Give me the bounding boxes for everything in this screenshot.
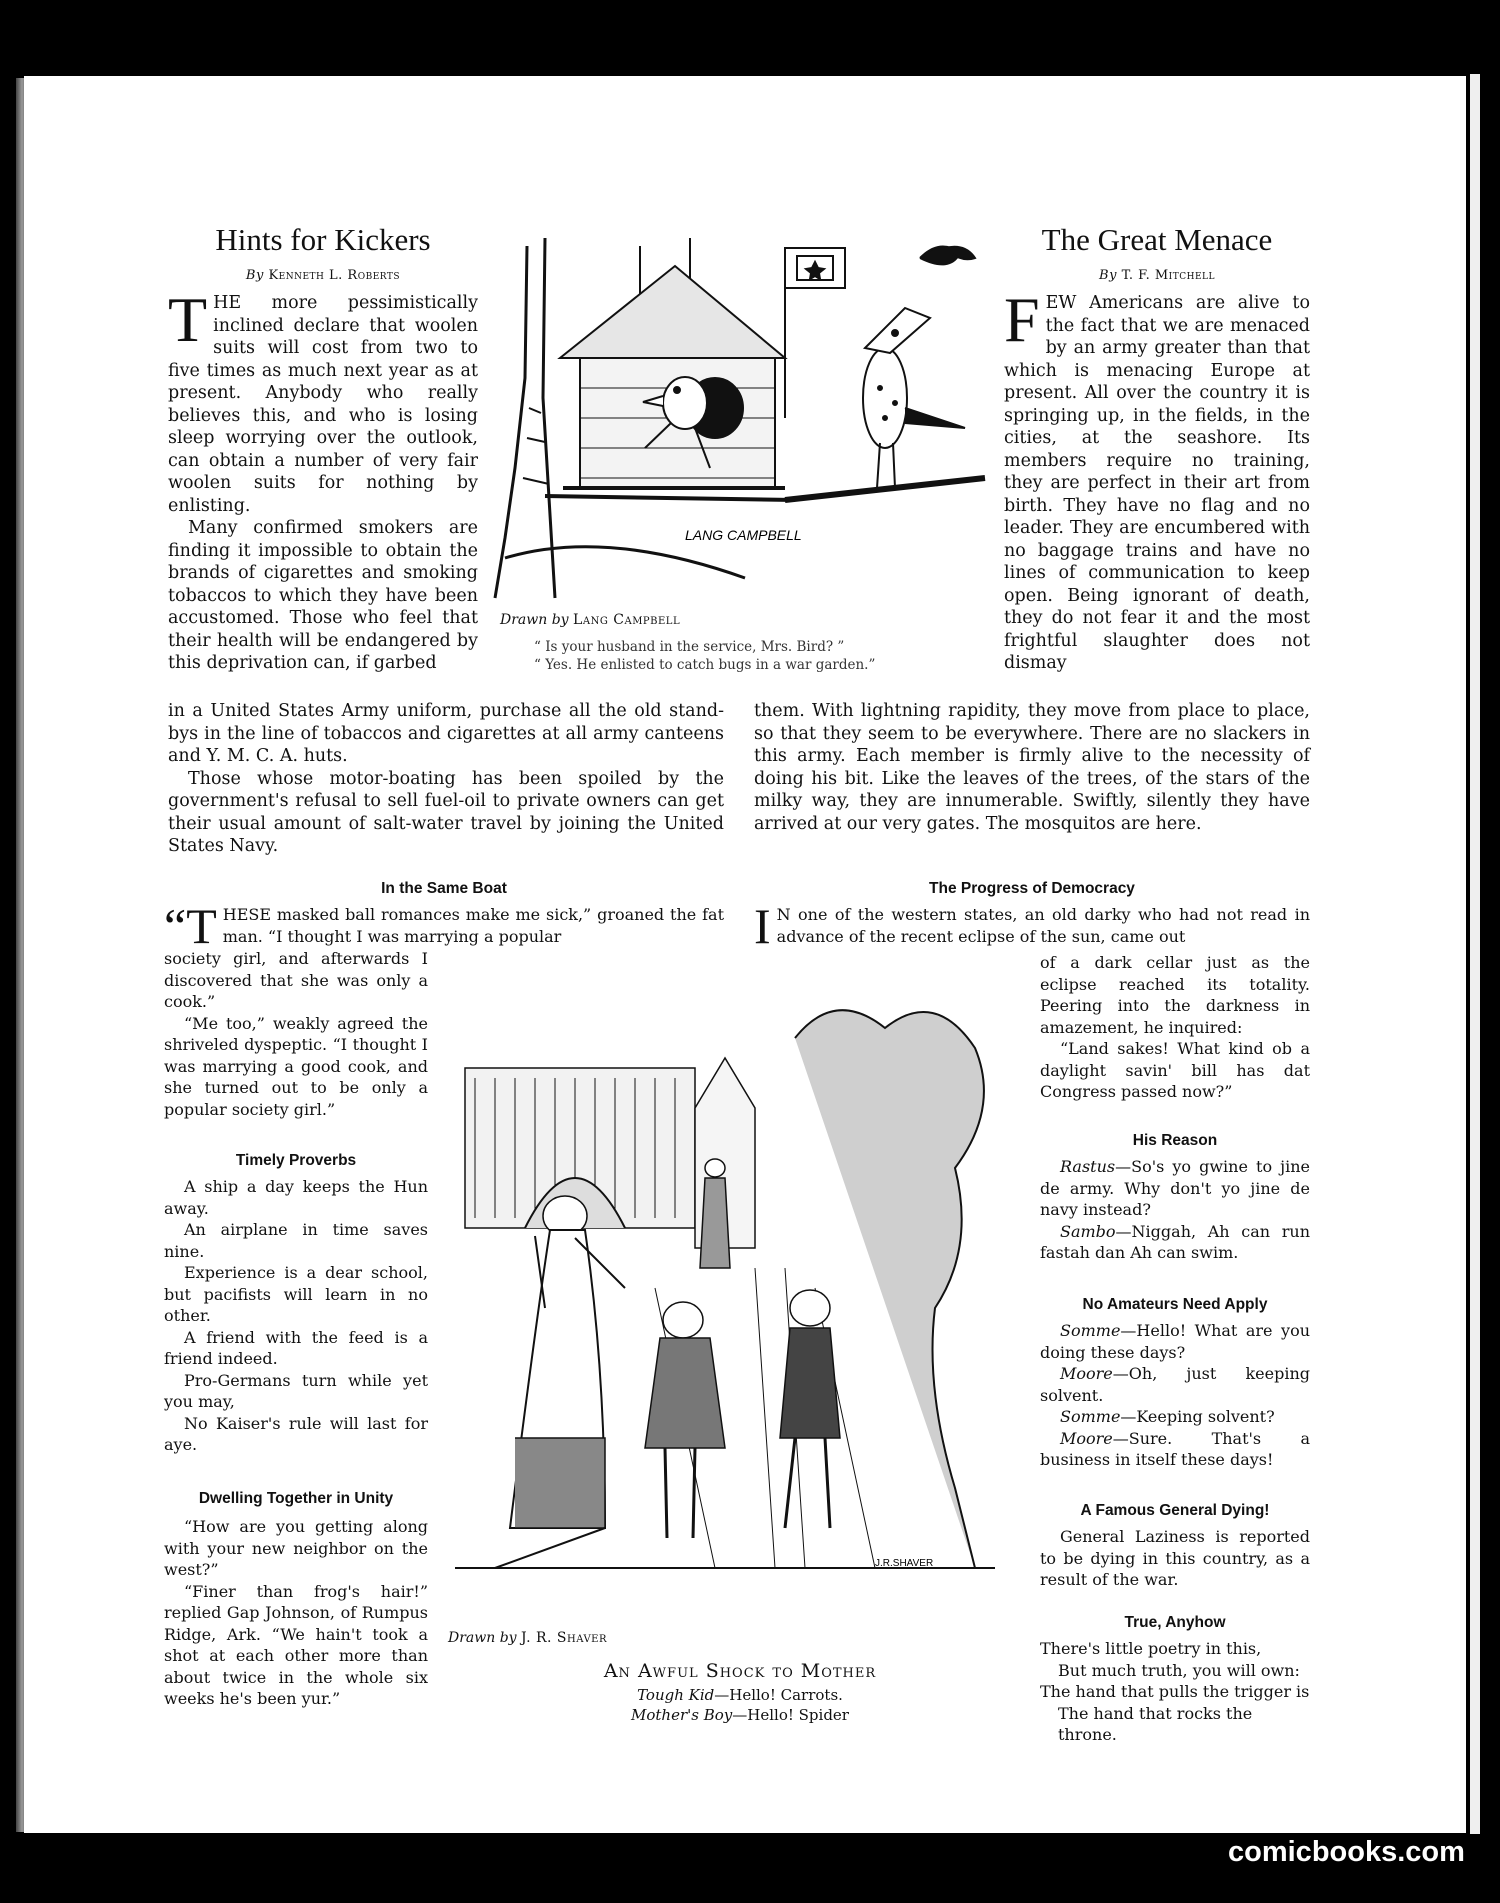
right-article-title: The Great Menace — [1041, 222, 1273, 257]
bottom-illustration-credit — [448, 1630, 668, 1646]
general-p1: General Laziness is reported to be dying in this country, as a result of the war. — [1040, 1527, 1310, 1589]
proverbs-list — [164, 1176, 428, 1456]
next-page-edge — [1466, 74, 1500, 1834]
same-boat-p1a — [164, 898, 724, 954]
right-article-continued — [754, 700, 1310, 835]
street-scene-illustration — [455, 968, 1010, 1598]
left-article-body — [168, 284, 478, 675]
speaker-line: —Keeping solvent? — [1120, 1407, 1275, 1426]
democracy-heading: The Progress of Democracy — [929, 880, 1135, 897]
speaker-line: —Niggah, Ah can run fastah dan Ah can swim. — [1040, 1221, 1310, 1262]
proverb-item: No Kaiser's rule will last for aye. — [164, 1413, 428, 1454]
same-boat-heading: In the Same Boat — [381, 880, 507, 897]
left-article-byline — [168, 268, 478, 283]
same-boat-p2: “Me too,” weakly agreed the shriveled dyspeptic. “I thought I was marrying a good cook, and she turned out to be only a popular society girl.” — [164, 1013, 428, 1119]
speaker-name: Somme — [1060, 1321, 1121, 1340]
drop-cap: I — [754, 898, 771, 954]
speaker-name: Sambo — [1060, 1221, 1116, 1241]
lang-campbell-signature: LANG CAMPBELL — [685, 527, 802, 543]
left-p2-end: in a United States Army uniform, purchase all the old stand-bys in the line of tobaccos and cigarettes at all army canteens and Y. M. C. A. huts. — [168, 701, 724, 766]
speaker-name: Moore — [1060, 1428, 1113, 1448]
poem-line: The hand that rocks the throne. — [1058, 1703, 1253, 1744]
speaker-name: Somme — [1060, 1407, 1121, 1426]
right-p1-end: them. With lightning rapidity, they move from place to place, so that they seem to be everywhere. There are no slackers in this army. Each member is firmly alive to the necessity of doing his bit. Like the leaves of the trees, of the stars of the milky way, they are innumerable. Swiftly, silently they have arrived at our very gates. The mosquitos are here. — [754, 701, 1310, 834]
speaker-name: Rastus — [1060, 1157, 1116, 1176]
amateurs-body — [1040, 1320, 1310, 1471]
right-p1: EW Americans are alive to the fact that we are menaced by an army greater than that which is menacing Europe at present. All over the country it is springing up, in the fields, in the cities, at the seashore. Its members require no training, they are perfect in their art from birth. They have no flag and no leader. They are encumbered with no baggage trains and have no lines of communication to keep open. Being ignorant of death, they do not fear it and the most frightful slaughter does not dismay — [1004, 293, 1310, 673]
right-article-body — [1004, 284, 1310, 675]
speaker-line: —Hello! What are you doing these days? — [1040, 1321, 1310, 1362]
speaker-name: Mother's Boy — [631, 1706, 733, 1724]
left-article-continued — [168, 700, 724, 858]
left-p1: HE more pessimistically inclined declare that woolen suits will cost from two to five times as much next year as at present. Anybody who really believes this, and who is losing sleep worrying over the outlook, can obtain a number of very fair woolen suits for nothing by enlisting. — [168, 293, 478, 516]
speaker-line: —So's yo gwine to jine de army. Why don't yo jine de navy instead? — [1040, 1157, 1310, 1219]
unity-heading: Dwelling Together in Unity — [198, 1490, 394, 1507]
proverb-item: A friend with the feed is a friend indeed. — [164, 1327, 428, 1368]
bottom-caption-line-1 — [540, 1686, 940, 1704]
proverb-item: Experience is a dear school, but pacifists will learn in no other. — [164, 1263, 428, 1325]
reason-body — [1040, 1156, 1310, 1264]
credit-prefix: Drawn by — [448, 1630, 517, 1646]
top-illustration-quote-1: “ Is your husband in the service, Mrs. Bird? ” — [534, 639, 845, 655]
speaker-line: —Hello! Carrots. — [714, 1686, 843, 1704]
byline-name: Kenneth L. Roberts — [268, 268, 401, 283]
watermark: comicbooks.com — [1228, 1836, 1465, 1868]
birdhouse-illustration — [485, 238, 990, 610]
credit-name: J. R. Shaver — [521, 1630, 607, 1646]
democracy-text: N one of the western states, an old darky who had not read in advance of the recent eclipse of the sun, came out — [776, 905, 1310, 946]
unity-p1: “How are you getting along with your new neighbor on the west?” — [164, 1517, 428, 1579]
poem-line: The hand that pulls the trigger is — [1040, 1682, 1310, 1701]
proverb-item: Pro-Germans turn while yet you may, — [164, 1370, 428, 1411]
same-boat-text: HESE masked ball romances make me sick,” groaned the fat man. “I thought I was marrying a popular — [222, 905, 724, 946]
shaver-signature: J.R.SHAVER — [875, 1558, 934, 1569]
speaker-line: —Hello! Spider — [732, 1706, 849, 1724]
democracy-text-b: of a dark cellar just as the eclipse reached its totality. Peering into the darkness in amazement, he inquired: — [1040, 953, 1310, 1037]
poem-line: But much truth, you will own: — [1058, 1660, 1300, 1680]
democracy-p1b — [1040, 952, 1310, 1103]
same-boat-p1b — [164, 948, 428, 1120]
speaker-name: Tough Kid — [637, 1686, 715, 1704]
democracy-p1a — [754, 898, 1310, 954]
left-p3: Those whose motor-boating has been spoiled by the government's refusal to sell fuel-oil to private owners can get their usual amount of salt-water travel by joining the United States Navy. — [168, 768, 724, 856]
byline-prefix: By — [1099, 268, 1117, 283]
right-article-byline — [1004, 268, 1310, 283]
reason-heading: His Reason — [1132, 1132, 1218, 1149]
unity-body — [164, 1516, 428, 1710]
left-p2-start: Many confirmed smokers are finding it impossible to obtain the brands of cigarettes and smoking tobaccos to which they have been accustomed. Those who feel that their health will be endangered by this deprivation can, if garbed — [168, 518, 478, 673]
proverb-item: A ship a day keeps the Hun away. — [164, 1177, 428, 1218]
top-illustration-credit — [500, 612, 770, 628]
credit-prefix: Drawn by — [500, 612, 569, 628]
credit-name: Lang Campbell — [573, 612, 681, 628]
drop-cap: F — [1004, 284, 1040, 355]
poem-line: There's little poetry in this, — [1040, 1639, 1262, 1658]
speaker-line: —Sure. That's a business in itself these days! — [1040, 1428, 1310, 1469]
unity-p2: “Finer than frog's hair!” replied Gap Johnson, of Rumpus Ridge, Ark. “We hain't took a shot at each other more than about twice in the whole six weeks he's been yur.” — [164, 1581, 428, 1708]
anyhow-heading: True, Anyhow — [1124, 1614, 1226, 1631]
proverb-item: An airplane in time saves nine. — [164, 1220, 428, 1261]
left-article-title: Hints for Kickers — [215, 222, 431, 257]
bottom-caption-line-2 — [540, 1706, 940, 1724]
bottom-caption-title: An Awful Shock to Mother — [603, 1660, 877, 1682]
drop-cap: “T — [164, 898, 217, 954]
byline-name: T. F. Mitchell — [1121, 268, 1215, 283]
drop-cap: T — [168, 284, 208, 355]
democracy-p2: “Land sakes! What kind ob a daylight savin' bill has dat Congress passed now?” — [1040, 1039, 1310, 1101]
speaker-line: —Oh, just keeping solvent. — [1040, 1364, 1310, 1405]
amateurs-heading: No Amateurs Need Apply — [1082, 1296, 1268, 1313]
same-boat-text-b: society girl, and afterwards I discovered that she was only a cook.” — [164, 949, 428, 1011]
proverbs-heading: Timely Proverbs — [235, 1152, 357, 1169]
speaker-name: Moore — [1060, 1364, 1113, 1383]
top-illustration-quote-2: “ Yes. He enlisted to catch bugs in a war garden.” — [534, 657, 876, 673]
byline-prefix: By — [245, 268, 264, 283]
general-body — [1040, 1526, 1310, 1591]
general-heading: A Famous General Dying! — [1080, 1502, 1270, 1519]
anyhow-poem — [1040, 1638, 1310, 1746]
